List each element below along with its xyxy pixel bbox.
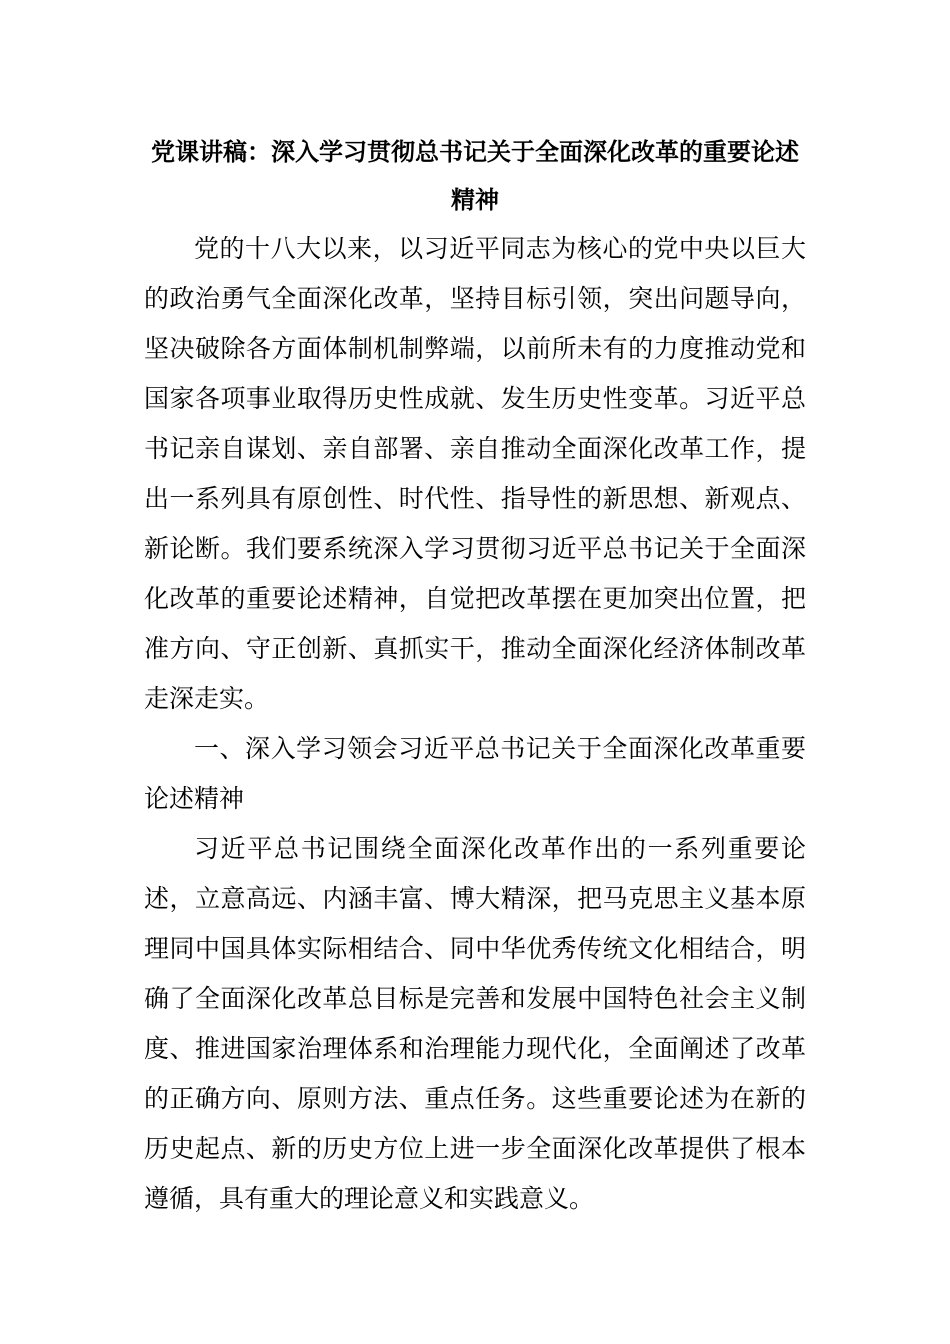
paragraph-intro: 党的十八大以来，以习近平同志为核心的党中央以巨大的政治勇气全面深化改革，坚持目标引领，突出问题导向，坚决破除各方面体制机制弊端，以前所未有的力度推动党和国家各项事业取得历史性成就、发生历史性变革。习近平总书记亲自谋划、亲自部署、亲自推动全面深化改革工作，提出一系列具有原创性、时代性、指导性的新思想、新观点、新论断。我们要系统深入学习贯彻习近平总书记关于全面深化改革的重要论述精神，自觉把改革摆在更加突出位置，把准方向、守正创新、真抓实干，推动全面深化经济体制改革走深走实。 <box>144 234 806 713</box>
document-body <box>144 224 806 1224</box>
document-title: 党课讲稿：深入学习贯彻总书记关于全面深化改革的重要论述精神 <box>151 138 799 214</box>
paragraph-section-one: 习近平总书记围绕全面深化改革作出的一系列重要论述，立意高远、内涵丰富、博大精深，把马克思主义基本原理同中国具体实际相结合、同中华优秀传统文化相结合，明确了全面深化改革总目标是完善和发展中国特色社会主义制度、推进国家治理体系和治理能力现代化，全面阐述了改革的正确方向、原则方法、重点任务。这些重要论述为在新的历史起点、新的历史方位上进一步全面深化改革提供了根本遵循，具有重大的理论意义和实践意义。 <box>144 834 806 1213</box>
section-heading-one: 一、深入学习领会习近平总书记关于全面深化改革重要论述精神 <box>144 734 806 813</box>
